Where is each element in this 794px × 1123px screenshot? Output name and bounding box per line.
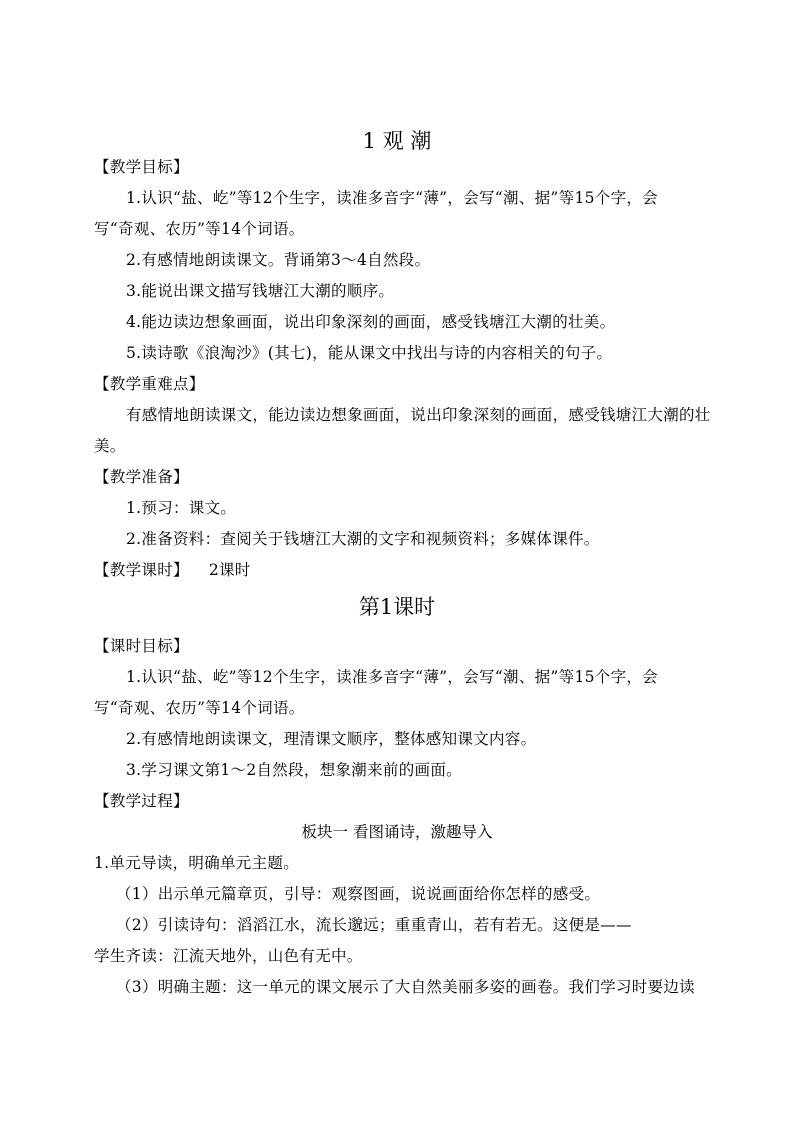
goal-3: 3.能说出课文描写钱塘江大潮的顺序。	[126, 282, 395, 300]
lesson-title: 1 观 潮	[362, 129, 432, 153]
step-1-2: （2）引读诗句：滔滔江水，流长邈远；重重青山，若有若无。这便是——	[116, 916, 632, 934]
key-points-line-2: 美。	[94, 437, 126, 455]
session-goal-1-line-2: 写“奇观、农历”等14个词语。	[94, 699, 305, 717]
prep-1: 1.预习：课文。	[126, 499, 237, 517]
heading-teaching-goals: 【教学目标】	[94, 158, 189, 176]
step-1: 1.单元导读，明确单元主题。	[94, 854, 299, 872]
prep-2: 2.准备资料：查阅关于钱塘江大潮的文字和视频资料；多媒体课件。	[126, 530, 600, 548]
goal-5: 5.读诗歌《浪淘沙》(其七)，能从课文中找出与诗的内容相关的句子。	[126, 344, 613, 362]
heading-teaching-process: 【教学过程】	[94, 792, 189, 810]
session-title: 第1课时	[358, 595, 436, 619]
class-hours-value: 2课时	[208, 561, 251, 579]
step-1-1: （1）出示单元篇章页，引导：观察图画，说说画面给你怎样的感受。	[116, 885, 601, 903]
step-1-2-response: 学生齐读：江流天地外，山色有无中。	[94, 947, 363, 965]
class-hours-label: 【教学课时】	[94, 561, 189, 579]
session-goal-2: 2.有感情地朗读课文，理清课文顺序，整体感知课文内容。	[126, 730, 537, 748]
block-1-heading: 板块一 看图诵诗，激趣导入	[301, 823, 493, 841]
step-1-3: （3）明确主题：这一单元的课文展示了大自然美丽多姿的画卷。我们学习时要边读	[116, 978, 695, 996]
key-points-line-1: 有感情地朗读课文，能边读边想象画面，说出印象深刻的画面，感受钱塘江大潮的壮	[126, 406, 711, 424]
heading-session-goals: 【课时目标】	[94, 637, 189, 655]
heading-preparation: 【教学准备】	[94, 468, 189, 486]
session-goal-1-line-1: 1.认识“盐、屹”等12个生字，读准多音字“薄”，会写“潮、据”等15个字，会	[126, 668, 658, 686]
heading-key-points: 【教学重难点】	[94, 375, 205, 393]
goal-4: 4.能边读边想象画面，说出印象深刻的画面，感受钱塘江大潮的壮美。	[126, 313, 616, 331]
goal-2: 2.有感情地朗读课文。背诵第3～4自然段。	[126, 251, 431, 269]
goal-1-line-1: 1.认识“盐、屹”等12个生字，读准多音字“薄”，会写“潮、据”等15个字，会	[126, 189, 658, 207]
heading-class-hours	[94, 560, 251, 580]
goal-1-line-2: 写“奇观、农历”等14个词语。	[94, 220, 305, 238]
session-goal-3: 3.学习课文第1～2自然段，想象潮来前的画面。	[126, 761, 462, 779]
